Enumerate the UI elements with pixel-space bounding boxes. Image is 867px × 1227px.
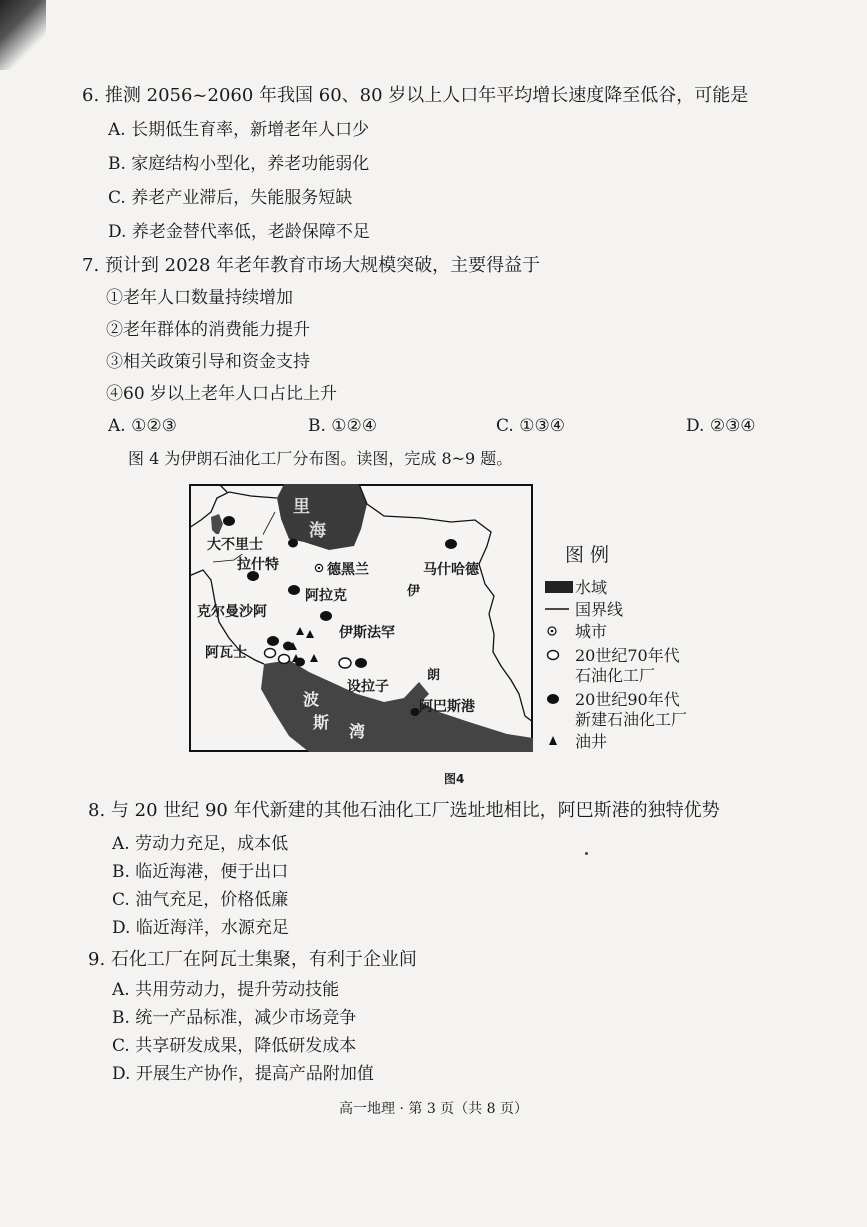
q7-option-c: C. ①③④ — [496, 416, 565, 436]
label-ahvaz: 阿瓦士 — [205, 645, 247, 661]
plant70-ahvaz-1 — [265, 649, 276, 658]
scan-corner-shadow — [0, 0, 46, 70]
label-caspian-1: 里 — [293, 497, 310, 517]
q7-stem: 7. 预计到 2028 年老年教育市场大规模突破，主要得益于 — [82, 255, 541, 276]
legend-plant70-label-2: 石油化工厂 — [575, 666, 656, 685]
q7-item-2: ②老年群体的消费能力提升 — [106, 320, 310, 340]
q7-option-b: B. ①②④ — [308, 416, 378, 436]
label-kermanshah: 克尔曼沙阿 — [197, 604, 267, 620]
label-rasht: 拉什特 — [237, 557, 279, 573]
q7-item-1: ①老年人口数量持续增加 — [106, 288, 293, 308]
legend-plant70-icon — [545, 647, 575, 667]
label-iran-2: 朗 — [427, 668, 441, 683]
q8-stem: 8. 与 20 世纪 90 年代新建的其他石油化工厂选址地相比，阿巴斯港的独特优势 — [88, 800, 720, 821]
legend-well-icon — [545, 733, 575, 753]
label-gulf-3: 湾 — [349, 722, 366, 741]
q8-option-b: B. 临近海港，便于出口 — [112, 862, 289, 882]
plant90-isfahan — [320, 611, 332, 621]
q6-option-a: A. 长期低生育率，新增老年人口少 — [108, 120, 370, 140]
label-mashhad: 马什哈德 — [423, 562, 479, 578]
q6-option-d: D. 养老金替代率低，老龄保障不足 — [108, 222, 370, 242]
legend-plant90-label-2: 新建石油化工厂 — [575, 710, 688, 729]
legend-plant70-label-1: 20世纪70年代 — [575, 646, 680, 665]
iran-map — [189, 484, 533, 752]
plant90-rasht — [288, 539, 298, 548]
plant90-ahvaz-1 — [267, 636, 279, 646]
scan-speck — [585, 852, 588, 855]
q7-item-4: ④60 岁以上老年人口占比上升 — [106, 384, 338, 404]
q6-stem: 6. 推测 2056~2060 年我国 60、80 岁以上人口年平均增长速度降至低谷，可能是 — [82, 85, 749, 106]
legend-city-label: 城市 — [575, 622, 608, 641]
city-tehran-center — [318, 567, 320, 569]
q9-stem: 9. 石化工厂在阿瓦士集聚，有利于企业间 — [88, 949, 417, 970]
q9-option-b: B. 统一产品标准，减少市场竞争 — [112, 1008, 357, 1028]
label-gulf-1: 波 — [303, 690, 320, 709]
q9-option-d: D. 开展生产协作，提高产品附加值 — [112, 1064, 374, 1084]
q8-option-c: C. 油气充足，价格低廉 — [112, 890, 289, 910]
q8-option-a: A. 劳动力充足，成本低 — [112, 834, 289, 854]
legend-well — [545, 732, 607, 753]
legend-plant90-icon — [545, 691, 575, 711]
q7-item-3: ③相关政策引导和资金支持 — [106, 352, 310, 372]
plant70-shiraz — [339, 658, 351, 668]
legend-border-label: 国界线 — [575, 600, 624, 619]
legend-plant90 — [545, 690, 680, 711]
label-caspian-2: 海 — [309, 521, 326, 541]
legend-water-label: 水域 — [575, 578, 608, 597]
legend-city — [545, 622, 607, 643]
label-shiraz: 设拉子 — [347, 679, 389, 695]
page-footer: 高一地理 · 第 3 页（共 8 页） — [339, 1101, 528, 1117]
legend-plant90-label-1: 20世纪90年代 — [575, 690, 680, 709]
label-bandar-abbas: 阿巴斯港 — [419, 699, 475, 715]
legend-city-icon — [545, 623, 575, 643]
legend-border-line — [545, 601, 575, 621]
city-markers — [315, 564, 322, 571]
label-tehran: 德黑兰 — [327, 562, 369, 578]
q8-option-d: D. 临近海洋，水源充足 — [112, 918, 289, 938]
plant90-tabriz — [223, 516, 235, 526]
figure-intro: 图 4 为伊朗石油化工厂分布图。读图，完成 8~9 题。 — [128, 449, 513, 468]
legend-plant70 — [545, 646, 680, 667]
label-gulf-2: 斯 — [313, 713, 330, 732]
q9-option-a: A. 共用劳动力，提升劳动技能 — [112, 980, 340, 1000]
q6-option-c: C. 养老产业滞后，失能服务短缺 — [108, 188, 353, 208]
plant90-shiraz — [355, 658, 367, 668]
plant90-mashhad — [445, 539, 457, 549]
q6-option-b: B. 家庭结构小型化，养老功能弱化 — [108, 154, 370, 174]
legend-well-label: 油井 — [575, 732, 608, 751]
plant90-arak — [288, 585, 300, 595]
label-tabriz: 大不里士 — [207, 534, 263, 554]
legend-title: 图 例 — [565, 544, 610, 566]
label-arak: 阿拉克 — [305, 588, 347, 604]
legend-water — [545, 578, 607, 599]
plant70-ahvaz-2 — [279, 655, 290, 664]
legend-border — [545, 600, 623, 621]
q7-option-a: A. ①②③ — [108, 416, 177, 436]
q9-option-c: C. 共享研发成果，降低研发成本 — [112, 1036, 357, 1056]
legend-water-swatch — [545, 579, 575, 599]
label-iran-1: 伊 — [407, 584, 421, 599]
figure-caption: 图4 — [444, 772, 465, 786]
q7-option-d: D. ②③④ — [686, 416, 756, 436]
label-isfahan: 伊斯法罕 — [339, 625, 395, 641]
